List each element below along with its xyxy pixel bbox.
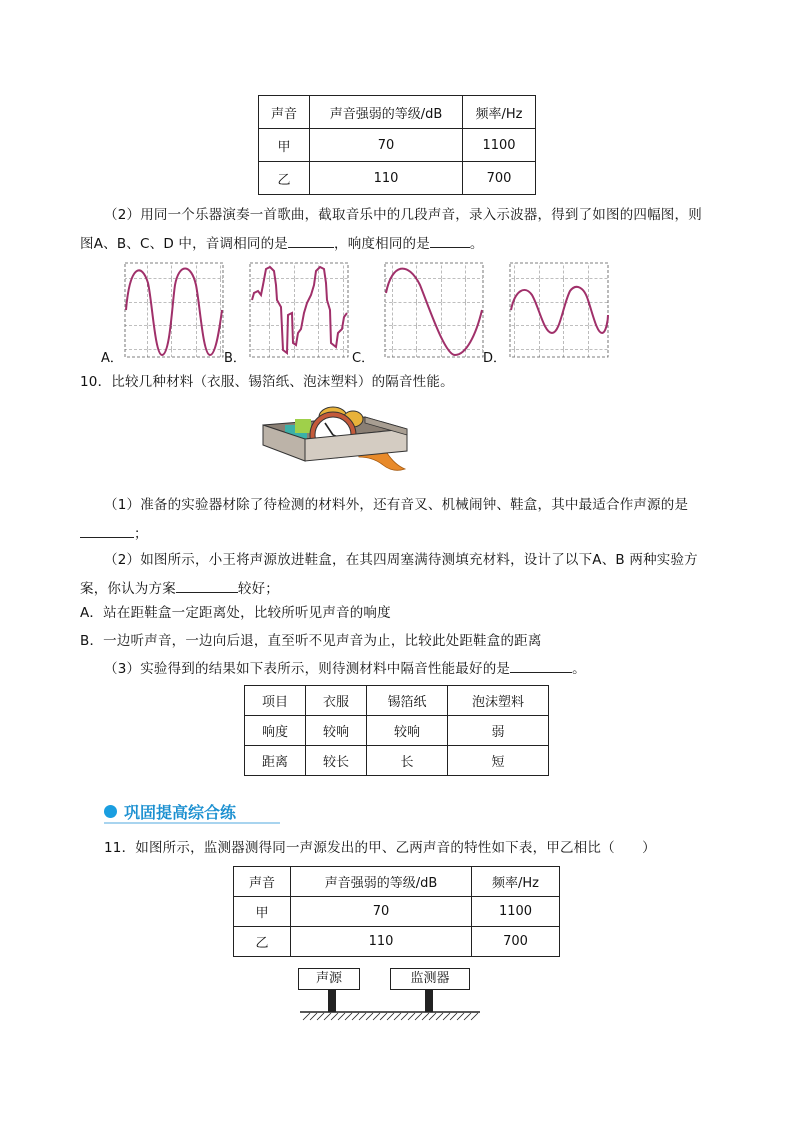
table-header: 声音强弱的等级/dB — [310, 96, 463, 129]
table-cell: 甲 — [234, 897, 291, 927]
table-cell: 70 — [310, 129, 463, 162]
question-text — [80, 523, 148, 544]
table-cell: 较响 — [367, 716, 448, 746]
question-text: 较好； — [237, 581, 280, 597]
question-text: ； — [134, 526, 148, 542]
material-results-table — [244, 685, 549, 776]
question-text: 。 — [572, 661, 586, 677]
table-cell: 甲 — [259, 129, 310, 162]
answer-blank[interactable] — [176, 578, 238, 593]
table-header: 泡沫塑料 — [448, 686, 549, 716]
option-label: D． — [483, 351, 507, 366]
question-text: （3）实验得到的结果如下表所示，则待测材料中隔音性能最好的是 — [104, 661, 511, 677]
table-header: 声音 — [259, 96, 310, 129]
answer-blank[interactable] — [430, 233, 470, 248]
section-underline — [104, 822, 280, 824]
table-cell: 长 — [367, 746, 448, 776]
table-cell: 响度 — [245, 716, 306, 746]
question-text — [80, 233, 484, 254]
table-header: 锡箔纸 — [367, 686, 448, 716]
section-bullet-icon — [104, 805, 117, 818]
table-cell: 1100 — [472, 897, 560, 927]
question-text: （2）如图所示，小王将声源放进鞋盒，在其四周塞满待测填充材料，设计了以下A、B 两种实验方 — [104, 552, 698, 568]
table-cell: 110 — [291, 927, 472, 957]
table-cell: 弱 — [448, 716, 549, 746]
answer-blank[interactable] — [510, 658, 572, 673]
option-label: B． — [224, 351, 246, 366]
section-title: 巩固提高综合练 — [124, 803, 237, 822]
table-cell: 较响 — [306, 716, 367, 746]
waveform-c — [385, 263, 483, 357]
option-label: C． — [352, 351, 375, 366]
table-header: 项目 — [245, 686, 306, 716]
table-cell: 乙 — [234, 927, 291, 957]
question-text: 图A、B、C、D 中，音调相同的是 — [80, 236, 289, 252]
question-text: ，响度相同的是 — [334, 236, 430, 252]
question-title: 10．比较几种材料（衣服、锡箔纸、泡沫塑料）的隔音性能。 — [80, 374, 454, 390]
sound-table-2 — [233, 866, 560, 957]
question-text: （2）用同一个乐器演奏一首歌曲，截取音乐中的几段声音，录入示波器，得到了如图的四幅图，则 — [104, 207, 702, 223]
detector-box: 监测器 — [390, 968, 470, 990]
question-text: 案，你认为方案 — [80, 581, 176, 597]
table-cell: 700 — [463, 162, 536, 195]
table-cell: 110 — [310, 162, 463, 195]
table-header: 声音强弱的等级/dB — [291, 867, 472, 897]
waveform-b — [250, 263, 348, 357]
question-text: （1）准备的实验器材除了待检测的材料外，还有音叉、机械闹钟、鞋盒，其中最适合作声源的是 — [104, 497, 689, 513]
table-cell: 较长 — [306, 746, 367, 776]
table-header: 衣服 — [306, 686, 367, 716]
question-text — [80, 578, 279, 599]
table-cell: 700 — [472, 927, 560, 957]
answer-blank[interactable] — [80, 523, 134, 538]
table-cell: 短 — [448, 746, 549, 776]
waveform-a — [125, 263, 223, 357]
answer-blank[interactable] — [288, 233, 334, 248]
question-text — [104, 658, 586, 679]
table-header: 声音 — [234, 867, 291, 897]
table-cell: 1100 — [463, 129, 536, 162]
option-text: B．一边听声音，一边向后退，直至听不见声音为止，比较此处距鞋盒的距离 — [80, 633, 542, 649]
table-header: 频率/Hz — [472, 867, 560, 897]
table-cell: 70 — [291, 897, 472, 927]
question-text: 。 — [469, 236, 484, 252]
option-label: A． — [101, 351, 123, 366]
option-text: A．站在距鞋盒一定距离处，比较所听见声音的响度 — [80, 605, 391, 621]
shoebox-alarm-illustration — [255, 395, 415, 485]
sound-source-box: 声源 — [298, 968, 360, 990]
waveform-d — [510, 263, 608, 357]
stand-and-ground — [295, 990, 485, 1022]
table-cell: 距离 — [245, 746, 306, 776]
table-cell: 乙 — [259, 162, 310, 195]
question-title: 11．如图所示，监测器测得同一声源发出的甲、乙两声音的特性如下表，甲乙相比（ ） — [104, 840, 656, 856]
sound-table-1 — [258, 95, 536, 195]
table-header: 频率/Hz — [463, 96, 536, 129]
